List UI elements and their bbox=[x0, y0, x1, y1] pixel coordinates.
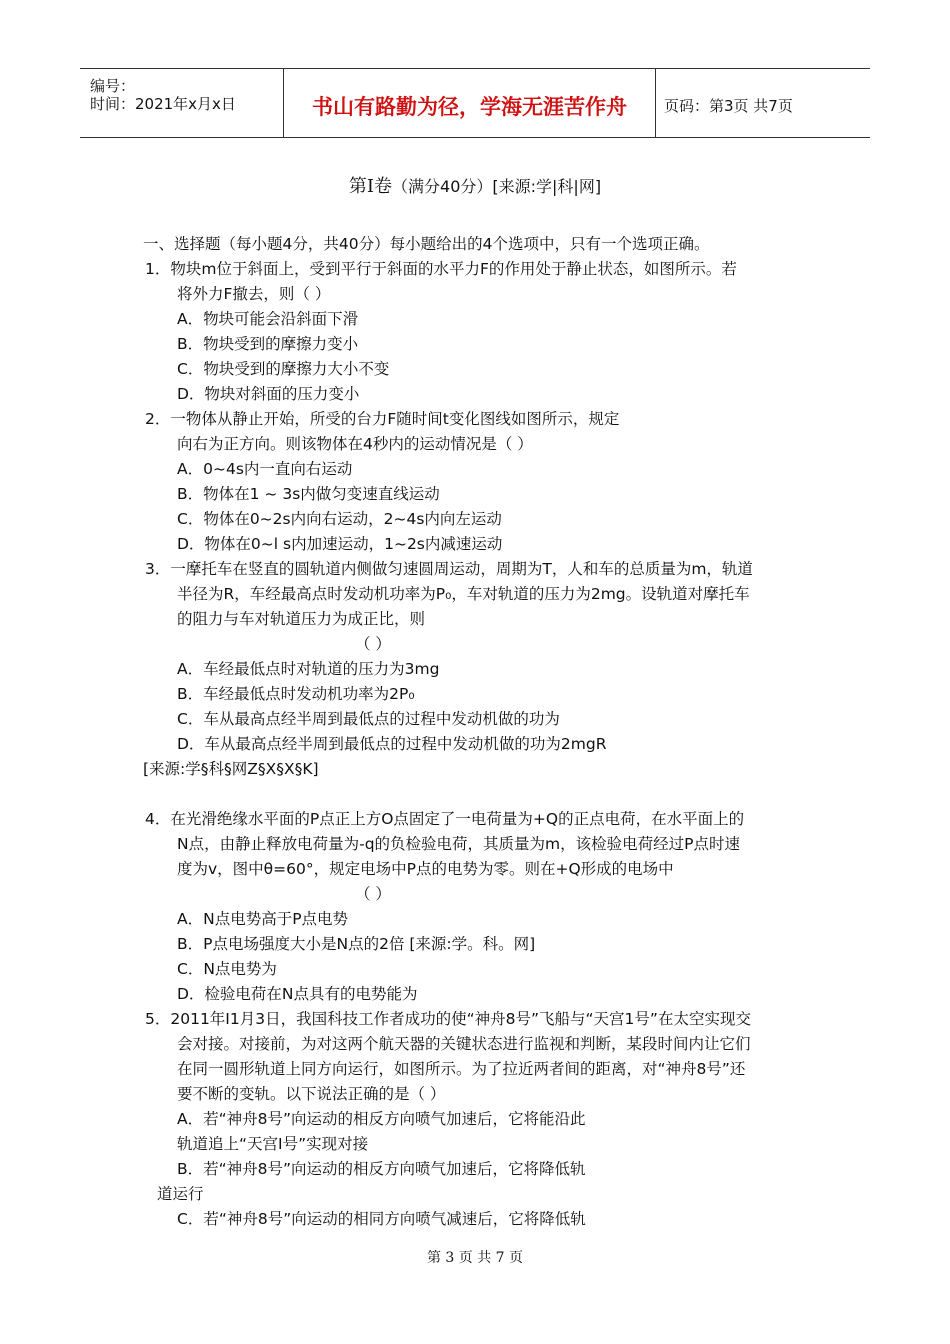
question-5-stem: 5．2011年I1月3日，我国科技工作者成功的使“神舟8号”飞船与“天宫1号”在太空实现交 bbox=[145, 1010, 751, 1028]
question-4-answer-blank: （ ） bbox=[355, 885, 391, 903]
page-footer: 第 3 页 共 7 页 bbox=[426, 1250, 524, 1266]
header-info-cell bbox=[80, 69, 284, 137]
question-3-option-c: C．车从最高点经半周到最低点的过程中发动机做的功为 bbox=[177, 710, 560, 728]
number-label: 编号： bbox=[90, 77, 136, 95]
question-5-option-c: C．若“神舟8号”向运动的相同方向喷气减速后，它将降低轨 bbox=[177, 1210, 586, 1228]
question-2-option-d: D．物体在0~l s内加速运动，1~2s内减速运动 bbox=[177, 535, 503, 553]
question-5-stem-cont: 会对接。对接前，为对这两个航天器的关键状态进行监视和判断，某段时间内让它们 bbox=[177, 1035, 751, 1053]
question-4-option-a: A．N点电势高于P点电势 bbox=[177, 910, 349, 928]
source-note: [来源:学§科§网Z§X§X§K] bbox=[143, 760, 319, 778]
motto: 书山有路勤为径，学海无涯苦作舟 bbox=[312, 95, 627, 119]
question-1-option-c: C．物块受到的摩擦力大小不变 bbox=[177, 360, 390, 378]
question-3-stem-cont: 半径为R，车经最高点时发动机功率为P₀，车对轨道的压力为2mg。设轨道对摩托车 bbox=[177, 585, 750, 603]
page-label: 页码：第3页 共7页 bbox=[664, 97, 793, 115]
section-heading: 一、选择题（每小题4分，共40分）每小题给出的4个选项中，只有一个选项正确。 bbox=[143, 235, 710, 253]
question-3-stem: 3．一摩托车在竖直的圆轨道内侧做匀速圆周运动，周期为T，人和车的总质量为m，轨道 bbox=[145, 560, 753, 578]
question-5-option-a-cont: 轨道追上“天宫I号”实现对接 bbox=[177, 1135, 369, 1153]
question-3-stem-cont: 的阻力与车对轨道压力为成正比，则 bbox=[177, 610, 426, 628]
question-5-stem-cont: 要不断的变轨。以下说法正确的是（ ） bbox=[177, 1085, 446, 1103]
question-3-option-b: B．车经最低点时发动机功率为2P₀ bbox=[177, 685, 415, 703]
question-4-option-c: C．N点电势为 bbox=[177, 960, 277, 978]
question-4-option-d: D．检验电荷在N点具有的电势能为 bbox=[177, 985, 418, 1003]
question-2-stem-cont: 向右为正方向。则该物体在4秒内的运动情况是（ ） bbox=[177, 435, 533, 453]
question-4-stem-cont: 度为v，图中θ=60°，规定电场中P点的电势为零。则在+Q形成的电场中 bbox=[177, 860, 674, 878]
question-4-stem-cont: N点，由静止释放电荷量为-q的负检验电荷，其质量为m，该检验电荷经过P点时速 bbox=[177, 835, 740, 853]
question-1-option-d: D．物块对斜面的压力变小 bbox=[177, 385, 360, 403]
question-5-stem-cont: 在同一圆形轨道上同方向运行，如图所示。为了拉近两者间的距离，对“神舟8号”还 bbox=[177, 1060, 746, 1078]
question-1-stem-cont: 将外力F撤去，则（ ） bbox=[177, 285, 331, 303]
section-title bbox=[0, 172, 950, 198]
section-roll: 第Ⅰ卷 bbox=[348, 176, 393, 197]
question-3-answer-blank: （ ） bbox=[355, 635, 391, 653]
question-3-option-d: D．车从最高点经半周到最低点的过程中发动机做的功为2mgR bbox=[177, 735, 607, 753]
question-5-option-a: A．若“神舟8号”向运动的相反方向喷气加速后，它将能沿此 bbox=[177, 1110, 586, 1128]
question-5-option-b-cont: 道运行 bbox=[157, 1185, 204, 1203]
header-page-cell bbox=[656, 69, 870, 137]
header-table bbox=[80, 68, 870, 138]
question-4-option-b: B．P点电场强度大小是N点的2倍 [来源:学。科。网] bbox=[177, 935, 536, 953]
question-2-option-b: B．物体在1 ~ 3s内做匀变速直线运动 bbox=[177, 485, 440, 503]
header-motto-cell bbox=[284, 69, 656, 137]
question-1-option-b: B．物块受到的摩擦力变小 bbox=[177, 335, 359, 353]
question-2-stem: 2．一物体从静止开始，所受的台力F随时间t变化图线如图所示，规定 bbox=[145, 410, 620, 428]
question-1-option-a: A．物块可能会沿斜面下滑 bbox=[177, 310, 359, 328]
section-title-rest: （满分40分）[来源:学|科|网] bbox=[392, 177, 602, 196]
question-3-option-a: A．车经最低点时对轨道的压力为3mg bbox=[177, 660, 440, 678]
time-label: 时间：2021年x月x日 bbox=[90, 95, 236, 113]
question-2-option-c: C．物体在0~2s内向右运动，2~4s内向左运动 bbox=[177, 510, 502, 528]
question-1-stem: 1．物块m位于斜面上，受到平行于斜面的水平力F的作用处于静止状态，如图所示。若 bbox=[145, 260, 737, 278]
question-2-option-a: A．0~4s内一直向右运动 bbox=[177, 460, 353, 478]
question-4-stem: 4．在光滑绝缘水平面的P点正上方O点固定了一电荷量为+Q的正点电荷，在水平面上的 bbox=[145, 810, 745, 828]
question-5-option-b: B．若“神舟8号”向运动的相反方向喷气加速后，它将降低轨 bbox=[177, 1160, 586, 1178]
